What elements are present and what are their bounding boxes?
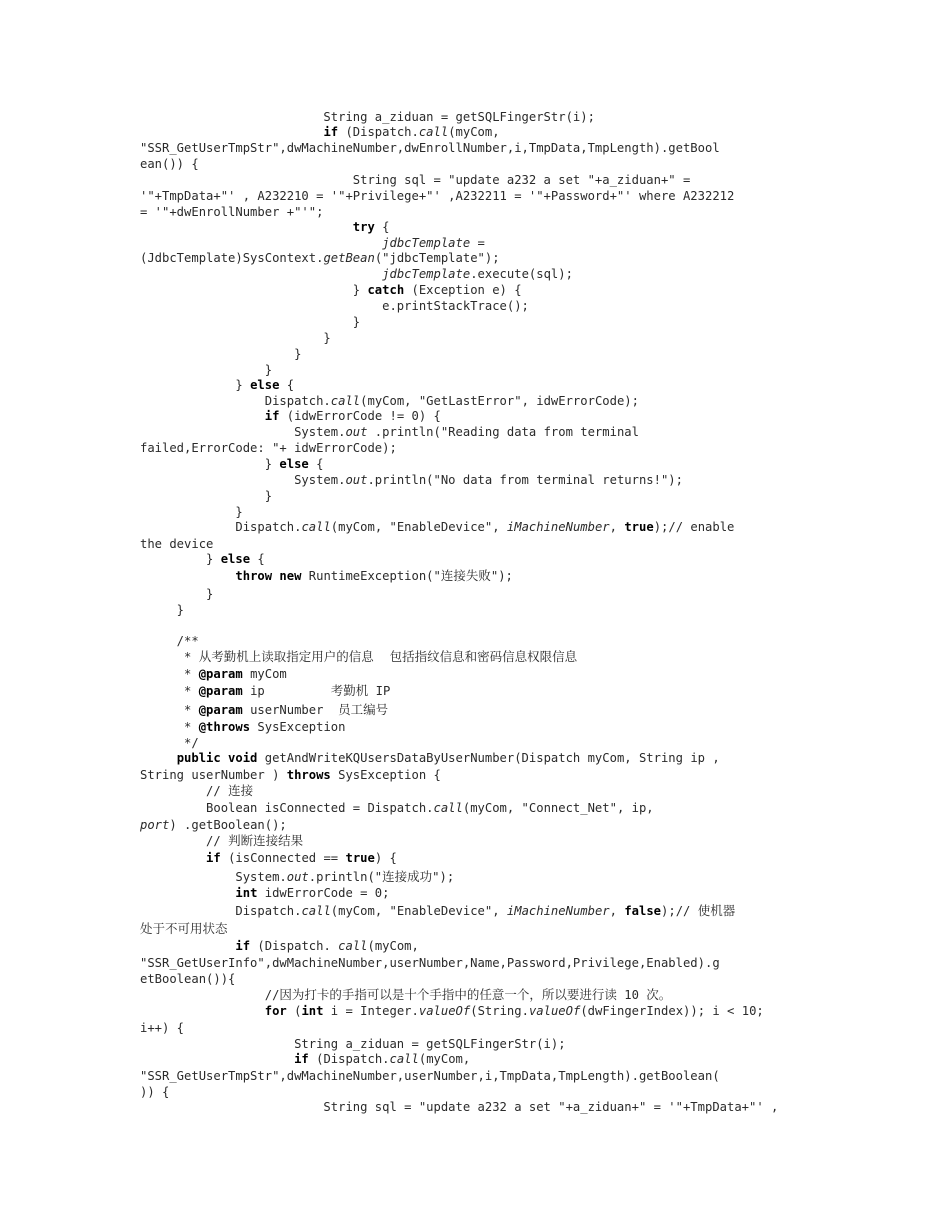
code-line: [140, 938, 419, 954]
code-token: (myCom, "GetLastError", idwErrorCode);: [360, 394, 639, 408]
code-token: (dwFingerIndex)); i < 10;: [580, 1004, 764, 1018]
code-line: [140, 602, 184, 618]
code-token: (myCom, "EnableDevice",: [330, 520, 507, 534]
code-token: .println("No data from terminal returns!");: [367, 473, 683, 487]
code-line: [140, 204, 323, 220]
code-token: /**: [140, 634, 199, 648]
code-line: [140, 1084, 169, 1100]
code-token: }: [140, 587, 214, 601]
code-token: [140, 1004, 265, 1018]
code-token: if: [206, 851, 221, 865]
code-token: .println(": [308, 870, 383, 884]
code-token: System.: [140, 425, 346, 439]
code-token: if: [323, 125, 339, 139]
code-token: (idwErrorCode != 0) {: [279, 409, 441, 423]
code-token: [140, 220, 353, 234]
code-token: ean()) {: [140, 157, 199, 171]
code-token: */: [140, 736, 199, 750]
code-token: etBoolean()){: [140, 972, 236, 986]
code-token: else: [250, 378, 280, 392]
code-token: String userNumber ): [140, 768, 287, 782]
code-token: 连接失败: [440, 568, 491, 583]
code-line: [140, 750, 720, 766]
code-token: (Dispatch.: [338, 125, 419, 139]
code-token: out: [286, 870, 309, 884]
code-token: jdbcTemplate: [382, 236, 471, 250]
code-line: [140, 219, 390, 235]
code-token: '"+TmpData+"' , A232210 = '"+Privilege+"' ,A232211 = '"+Password+"' where A232212: [140, 189, 735, 203]
code-line: [140, 188, 734, 204]
code-line: [140, 1020, 184, 1036]
code-token: public void: [176, 751, 258, 765]
code-line: [140, 424, 639, 440]
code-token: idwErrorCode = 0;: [257, 886, 390, 900]
code-token: (myCom, "Connect_Net", ip,: [462, 801, 654, 815]
code-token: ) .getBoolean();: [169, 818, 287, 832]
code-token: SysException: [250, 720, 346, 734]
code-token: [140, 409, 265, 423]
code-token: SysException {: [330, 768, 441, 782]
code-line: [140, 1099, 778, 1115]
code-token: getBean: [323, 251, 375, 265]
code-line: [140, 504, 243, 520]
code-token: {: [374, 220, 390, 234]
code-token: the device: [140, 537, 214, 551]
code-token: [140, 569, 235, 583]
code-token: String a_ziduan = getSQLFingerStr(i);: [140, 110, 595, 124]
code-line: [140, 536, 213, 552]
code-token: //: [140, 834, 229, 848]
code-token: (myCom,: [448, 125, 500, 139]
code-token: Dispatch.: [140, 904, 302, 918]
code-token: e.printStackTrace();: [140, 299, 529, 313]
code-token: @param: [198, 667, 243, 681]
code-token: ");: [490, 569, 513, 583]
code-token: }: [140, 505, 243, 519]
code-token: (isConnected ==: [220, 851, 346, 865]
code-token: [140, 1052, 294, 1066]
code-token: *: [140, 650, 199, 664]
code-line: [140, 869, 454, 885]
code-token: getAndWriteKQUsersDataByUserNumber(Dispatch myCom, String ip ,: [257, 751, 720, 765]
code-token: call: [330, 394, 361, 408]
code-token: ");: [432, 870, 455, 884]
code-token: failed,ErrorCode: "+ idwErrorCode);: [140, 441, 397, 455]
code-line: [140, 683, 390, 699]
code-token: //: [140, 784, 229, 798]
code-token: (myCom,: [418, 1052, 471, 1066]
code-line: [140, 519, 734, 535]
code-token: if: [235, 939, 251, 953]
code-token: Dispatch.: [140, 520, 302, 534]
code-token: (String.: [470, 1004, 529, 1018]
code-token: true: [345, 851, 375, 865]
code-token: jdbcTemplate: [382, 267, 471, 281]
code-token: System.: [140, 870, 287, 884]
code-line: [140, 488, 272, 504]
code-token: 连接成功: [382, 869, 433, 884]
code-token: *: [140, 703, 199, 717]
code-token: *: [140, 720, 199, 734]
code-token: ,: [609, 904, 625, 918]
code-token: userNumber: [242, 703, 339, 717]
code-token: myCom: [242, 667, 287, 681]
code-token: [140, 751, 177, 765]
code-token: }: [140, 331, 331, 345]
code-token: 连接: [228, 783, 254, 798]
code-token: }: [140, 489, 273, 503]
code-token: (: [286, 1004, 302, 1018]
code-token: call: [338, 939, 368, 953]
code-token: 判断连接结果: [228, 833, 304, 848]
code-line: [140, 702, 388, 718]
code-token: ("jdbcTemplate");: [374, 251, 500, 265]
code-line: [140, 885, 389, 901]
code-token: );//: [661, 904, 698, 918]
code-token: Dispatch.: [140, 394, 331, 408]
code-line: [140, 362, 272, 378]
code-line: [140, 568, 513, 584]
code-line: [140, 235, 485, 251]
code-token: );// enable: [653, 520, 735, 534]
code-token: int: [235, 886, 258, 900]
code-token: call: [301, 904, 331, 918]
code-token: @param: [198, 703, 243, 717]
code-line: [140, 1036, 566, 1052]
code-token: ip: [242, 684, 331, 698]
code-token: }: [140, 283, 368, 297]
code-token: RuntimeException(": [301, 569, 441, 583]
code-token: {: [250, 552, 265, 566]
code-token: valueOf: [528, 1004, 581, 1018]
code-token: "SSR_GetUserTmpStr",dwMachineNumber,userNumber,i,TmpData,TmpLength).getBoolean(: [140, 1069, 720, 1083]
code-token: 因为打卡的手指可以是十个手指中的任意一个，所以要进行读: [279, 987, 617, 1002]
code-token: [140, 267, 382, 281]
code-line: [140, 586, 213, 602]
code-token: (Dispatch.: [308, 1052, 390, 1066]
code-token: }: [140, 603, 185, 617]
code-line: [140, 124, 500, 140]
code-token: @throws: [198, 720, 251, 734]
code-token: String sql = "update a232 a set "+a_ziduan+" =: [140, 173, 691, 187]
code-token: call: [433, 801, 463, 815]
code-token: iMachineNumber: [506, 904, 610, 918]
code-line: [140, 971, 235, 987]
code-line: [140, 649, 577, 665]
code-line: [140, 551, 265, 567]
code-token: @param: [198, 684, 243, 698]
code-token: *: [140, 684, 199, 698]
code-token: [140, 125, 323, 139]
code-line: [140, 666, 287, 682]
code-token: iMachineNumber: [506, 520, 610, 534]
code-line: [140, 987, 671, 1003]
code-line: [140, 266, 573, 282]
code-line: [140, 921, 228, 937]
code-token: if: [264, 409, 280, 423]
code-line: [140, 298, 529, 314]
code-token: (JdbcTemplate)SysContext.: [140, 251, 324, 265]
code-line: [140, 282, 522, 298]
code-token: try: [352, 220, 375, 234]
code-token: }: [140, 315, 361, 329]
code-line: [140, 955, 720, 971]
code-token: )) {: [140, 1085, 170, 1099]
code-token: (myCom,: [367, 939, 419, 953]
code-token: throws: [286, 768, 331, 782]
code-line: [140, 109, 595, 125]
code-token: for: [264, 1004, 287, 1018]
code-token: valueOf: [418, 1004, 471, 1018]
code-token: (myCom, "EnableDevice",: [330, 904, 507, 918]
code-token: int: [301, 1004, 324, 1018]
code-token: [140, 851, 206, 865]
code-token: 处于不可用状态: [140, 921, 228, 936]
code-token: throw new: [235, 569, 302, 583]
code-line: [140, 314, 360, 330]
code-token: "SSR_GetUserInfo",dwMachineNumber,userNumber,Name,Password,Privilege,Enabled).g: [140, 956, 720, 970]
code-token: (Exception e) {: [404, 283, 522, 297]
code-token: i++) {: [140, 1021, 185, 1035]
code-token: Boolean isConnected = Dispatch.: [140, 801, 434, 815]
code-token: IP: [368, 684, 391, 698]
code-line: [140, 346, 301, 362]
code-token: }: [140, 378, 251, 392]
code-line: [140, 330, 331, 346]
code-line: [140, 903, 735, 919]
code-token: //: [140, 988, 280, 1002]
code-line: [140, 817, 287, 833]
code-token: ) {: [374, 851, 397, 865]
code-token: 考勤机: [330, 683, 369, 698]
code-token: String a_ziduan = getSQLFingerStr(i);: [140, 1037, 566, 1051]
code-token: if: [294, 1052, 309, 1066]
code-token: 员工编号: [338, 702, 389, 717]
code-token: out: [345, 473, 368, 487]
code-line: [140, 1051, 470, 1067]
code-token: out: [345, 425, 368, 439]
code-token: else: [279, 457, 309, 471]
code-token: else: [220, 552, 251, 566]
code-token: 使机器: [697, 903, 736, 918]
code-line: [140, 850, 397, 866]
code-line: [140, 833, 303, 849]
code-line: [140, 393, 639, 409]
code-token: [140, 236, 382, 250]
code-line: [140, 250, 500, 266]
code-token: {: [279, 378, 295, 392]
code-token: }: [140, 363, 273, 377]
code-line: [140, 408, 441, 424]
code-line: [140, 800, 654, 816]
code-token: {: [308, 457, 324, 471]
code-token: (Dispatch.: [250, 939, 339, 953]
code-line: [140, 767, 441, 783]
code-token: }: [140, 457, 280, 471]
code-line: [140, 735, 199, 751]
code-token: i = Integer.: [323, 1004, 419, 1018]
code-token: [140, 886, 235, 900]
code-line: [140, 156, 199, 172]
code-line: [140, 633, 199, 649]
code-token: call: [418, 125, 449, 139]
code-line: [140, 140, 720, 156]
code-token: String sql = "update a232 a set "+a_ziduan+" = '"+TmpData+"' ,: [140, 1100, 779, 1114]
code-token: 10: [616, 988, 647, 1002]
code-line: [140, 440, 397, 456]
code-token: = '"+dwEnrollNumber +"'";: [140, 205, 324, 219]
code-line: [140, 172, 690, 188]
code-token: catch: [367, 283, 405, 297]
code-token: *: [140, 667, 199, 681]
code-token: System.: [140, 473, 346, 487]
code-token: }: [140, 552, 221, 566]
code-line: [140, 1068, 720, 1084]
code-line: [140, 1003, 764, 1019]
code-line: [140, 719, 345, 735]
code-token: 从考勤机上读取指定用户的信息 包括指纹信息和密码信息权限信息: [198, 649, 578, 664]
code-token: .execute(sql);: [470, 267, 573, 281]
code-line: [140, 456, 323, 472]
code-line: [140, 472, 683, 488]
code-token: port: [140, 818, 170, 832]
code-token: "SSR_GetUserTmpStr",dwMachineNumber,dwEnrollNumber,i,TmpData,TmpLength).getBool: [140, 141, 720, 155]
code-token: ,: [609, 520, 625, 534]
code-token: call: [389, 1052, 419, 1066]
code-token: }: [140, 347, 302, 361]
code-token: [140, 939, 235, 953]
code-token: true: [624, 520, 654, 534]
code-token: call: [301, 520, 331, 534]
code-token: .println("Reading data from terminal: [367, 425, 639, 439]
code-token: false: [624, 904, 662, 918]
code-token: 次。: [646, 987, 672, 1002]
code-token: =: [470, 236, 485, 250]
code-line: [140, 783, 253, 799]
code-line: [140, 377, 294, 393]
